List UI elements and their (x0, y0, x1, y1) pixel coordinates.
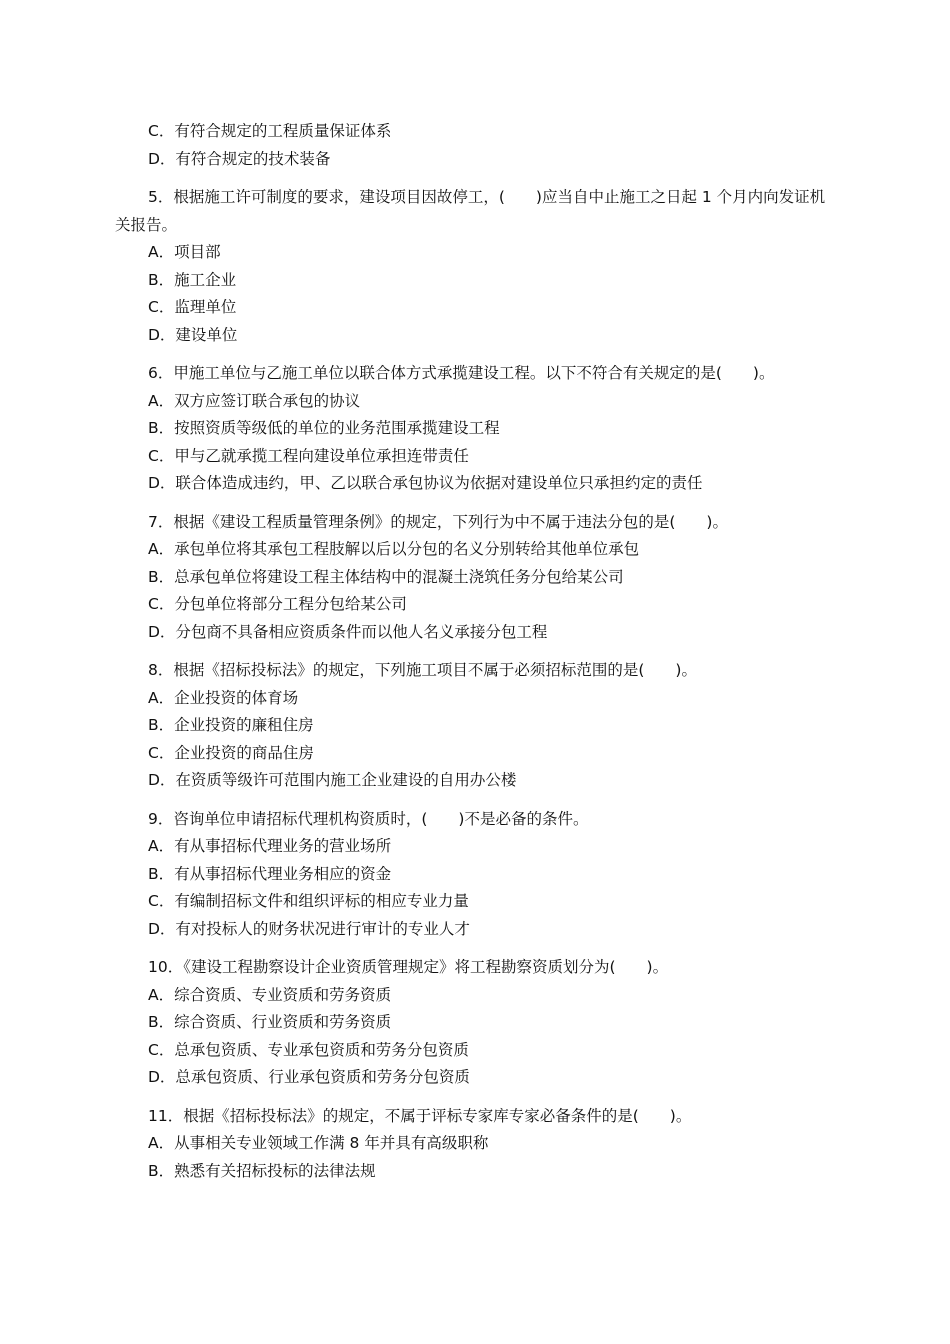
option-d: D．分包商不具备相应资质条件而以他人名义承接分包工程 (148, 622, 548, 641)
option-b: B．企业投资的廉租住房 (148, 716, 314, 734)
option-a: A．项目部 (148, 243, 221, 261)
option-a: A．企业投资的体育场 (148, 688, 299, 707)
question-8 (115, 657, 835, 795)
question-stem: 10．《建设工程勘察设计企业资质管理规定》将工程勘察资质划分为( )。 (148, 958, 669, 976)
question-stem: 7．根据《建设工程质量管理条例》的规定，下列行为中不属于违法分包的是( )。 (148, 512, 728, 531)
option-c: C．监理单位 (148, 298, 237, 316)
question-11 (115, 1103, 835, 1186)
question-list (115, 118, 835, 1185)
question-stem: 9．咨询单位申请招标代理机构资质时，( )不是必备的条件。 (148, 809, 589, 828)
question-stem: 6．甲施工单位与乙施工单位以联合体方式承揽建设工程。以下不符合有关规定的是( )。 (148, 364, 775, 382)
option-d: D．总承包资质、行业承包资质和劳务分包资质 (148, 1068, 470, 1086)
option-b: B．按照资质等级低的单位的业务范围承揽建设工程 (148, 419, 500, 437)
question-9 (115, 806, 835, 944)
option-b: B．综合资质、行业资质和劳务资质 (148, 1013, 392, 1031)
question-10 (115, 954, 835, 1092)
option-a: A．承包单位将其承包工程肢解以后以分包的名义分别转给其他单位承包 (148, 540, 640, 558)
option-d: D．有对投标人的财务状况进行审计的专业人才 (148, 919, 470, 938)
question-7 (115, 509, 835, 647)
option-c: C．有编制招标文件和组织评标的相应专业力量 (148, 892, 469, 910)
option-d: D．在资质等级许可范围内施工企业建设的自用办公楼 (148, 771, 517, 789)
option-b: B．施工企业 (148, 270, 237, 289)
question-stem: 11．根据《招标投标法》的规定，不属于评标专家库专家必备条件的是( )。 (148, 1106, 692, 1125)
option-b: B．有从事招标代理业务相应的资金 (148, 864, 392, 883)
option-d: D．联合体造成违约，甲、乙以联合承包协议为依据对建设单位只承担约定的责任 (148, 474, 703, 492)
option-c: C．企业投资的商品住房 (148, 743, 314, 762)
option-a: A．有从事招标代理业务的营业场所 (148, 837, 392, 855)
option-b: B．总承包单位将建设工程主体结构中的混凝土浇筑任务分包给某公司 (148, 567, 624, 586)
option-c: C．总承包资质、专业承包资质和劳务分包资质 (148, 1040, 469, 1059)
question-stem: 5．根据施工许可制度的要求，建设项目因故停工，( )应当自中止施工之日起 1 个月内向发证机关报告。 (115, 188, 826, 234)
option-c: C．有符合规定的工程质量保证体系 (148, 122, 392, 140)
option-c: C．分包单位将部分工程分包给某公司 (148, 595, 407, 613)
question-4-continued (115, 118, 835, 173)
option-a: A．从事相关专业领域工作满 8 年并具有高级职称 (148, 1134, 489, 1152)
option-c: C．甲与乙就承揽工程向建设单位承担连带责任 (148, 446, 469, 465)
question-6 (115, 360, 835, 498)
question-5 (115, 184, 835, 349)
option-a: A．双方应签订联合承包的协议 (148, 391, 361, 410)
option-b: B．熟悉有关招标投标的法律法规 (148, 1161, 376, 1180)
question-stem: 8．根据《招标投标法》的规定，下列施工项目不属于必须招标范围的是( )。 (148, 661, 697, 679)
option-d: D．有符合规定的技术装备 (148, 149, 331, 168)
option-d: D．建设单位 (148, 325, 238, 344)
option-a: A．综合资质、专业资质和劳务资质 (148, 985, 392, 1004)
